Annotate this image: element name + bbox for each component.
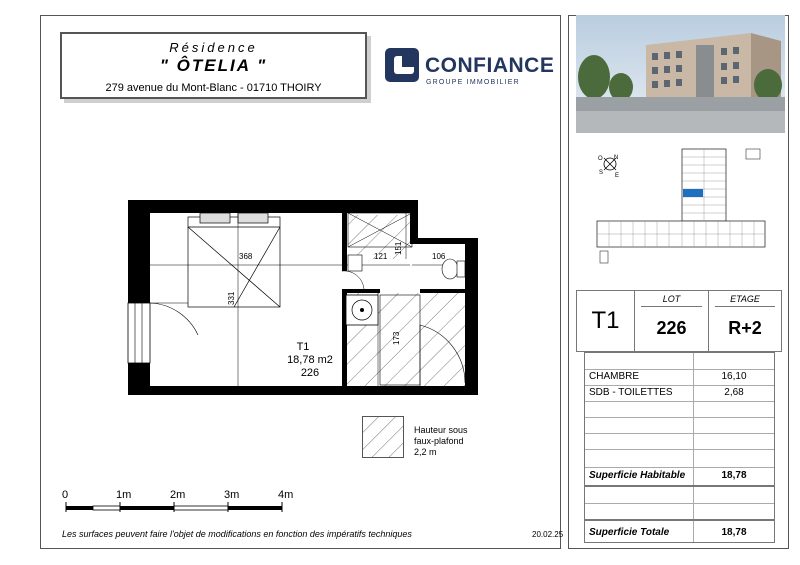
summary-type: T1 — [591, 307, 620, 334]
compass-s: S — [599, 170, 604, 176]
lot-header: LOT — [662, 294, 681, 304]
area-row-chambre: CHAMBRE 16,10 — [585, 369, 774, 386]
scale-label-1: 1m — [116, 489, 132, 501]
key-plan — [590, 147, 775, 275]
compass-e: E — [615, 173, 620, 179]
scale-label-3: 3m — [224, 489, 240, 501]
brand-name: CONFIANCE — [425, 54, 555, 77]
compass-n: N — [614, 155, 619, 161]
area-row-total: Superficie Totale 18,78 — [585, 519, 774, 544]
residence-title-box — [60, 32, 367, 99]
dim-entry-depth: 173 — [392, 331, 401, 345]
area-row-sdb: SDB - TOILETTES 2,68 — [585, 385, 774, 402]
dim-wc-width: 106 — [432, 252, 446, 261]
etage-cell — [709, 291, 781, 351]
scale-label-4: 4m — [278, 489, 294, 501]
areas-table — [584, 352, 775, 543]
floor-plan — [120, 195, 490, 410]
legend-text: Hauteur sous faux-plafond 2,2 m — [414, 425, 468, 457]
area-row-habitable: Superficie Habitable 18,78 — [585, 467, 774, 487]
etage-value: R+2 — [728, 318, 762, 338]
unit-lot-label: 226 — [300, 367, 320, 379]
confiance-logo-icon — [385, 48, 421, 82]
lot-value: 226 — [656, 318, 687, 338]
residence-address: 279 avenue du Mont-Blanc - 01710 THOIRY — [105, 82, 322, 94]
scale-label-2: 2m — [170, 489, 186, 501]
brand-tagline: GROUPE IMMOBILIER — [426, 79, 520, 86]
dim-room-width: 368 — [239, 252, 253, 261]
type-cell — [577, 291, 635, 351]
lot-cell — [635, 291, 709, 351]
residence-name: " ÔTELIA " — [159, 56, 268, 75]
dim-bath-depth: 151 — [394, 241, 403, 255]
residence-label: Résidence — [169, 40, 258, 55]
building-photo — [576, 15, 785, 133]
compass-o: O — [598, 156, 603, 162]
plan-date: 20.02.25 — [532, 530, 564, 539]
etage-header: ETAGE — [730, 294, 760, 304]
unit-area-label: 18,78 m2 — [287, 354, 333, 366]
dim-bath-width: 121 — [374, 252, 388, 261]
dim-room-depth: 331 — [227, 291, 236, 305]
legend-hatch-swatch — [362, 416, 404, 458]
scale-label-0: 0 — [62, 489, 69, 501]
summary-box — [576, 290, 782, 352]
scale-bar — [62, 486, 302, 516]
highlighted-unit — [683, 189, 703, 197]
disclaimer-note: Les surfaces peuvent faire l'objet de modifications en fonction des impératifs techniques — [62, 529, 412, 539]
unit-type-label: T1 — [296, 341, 310, 353]
